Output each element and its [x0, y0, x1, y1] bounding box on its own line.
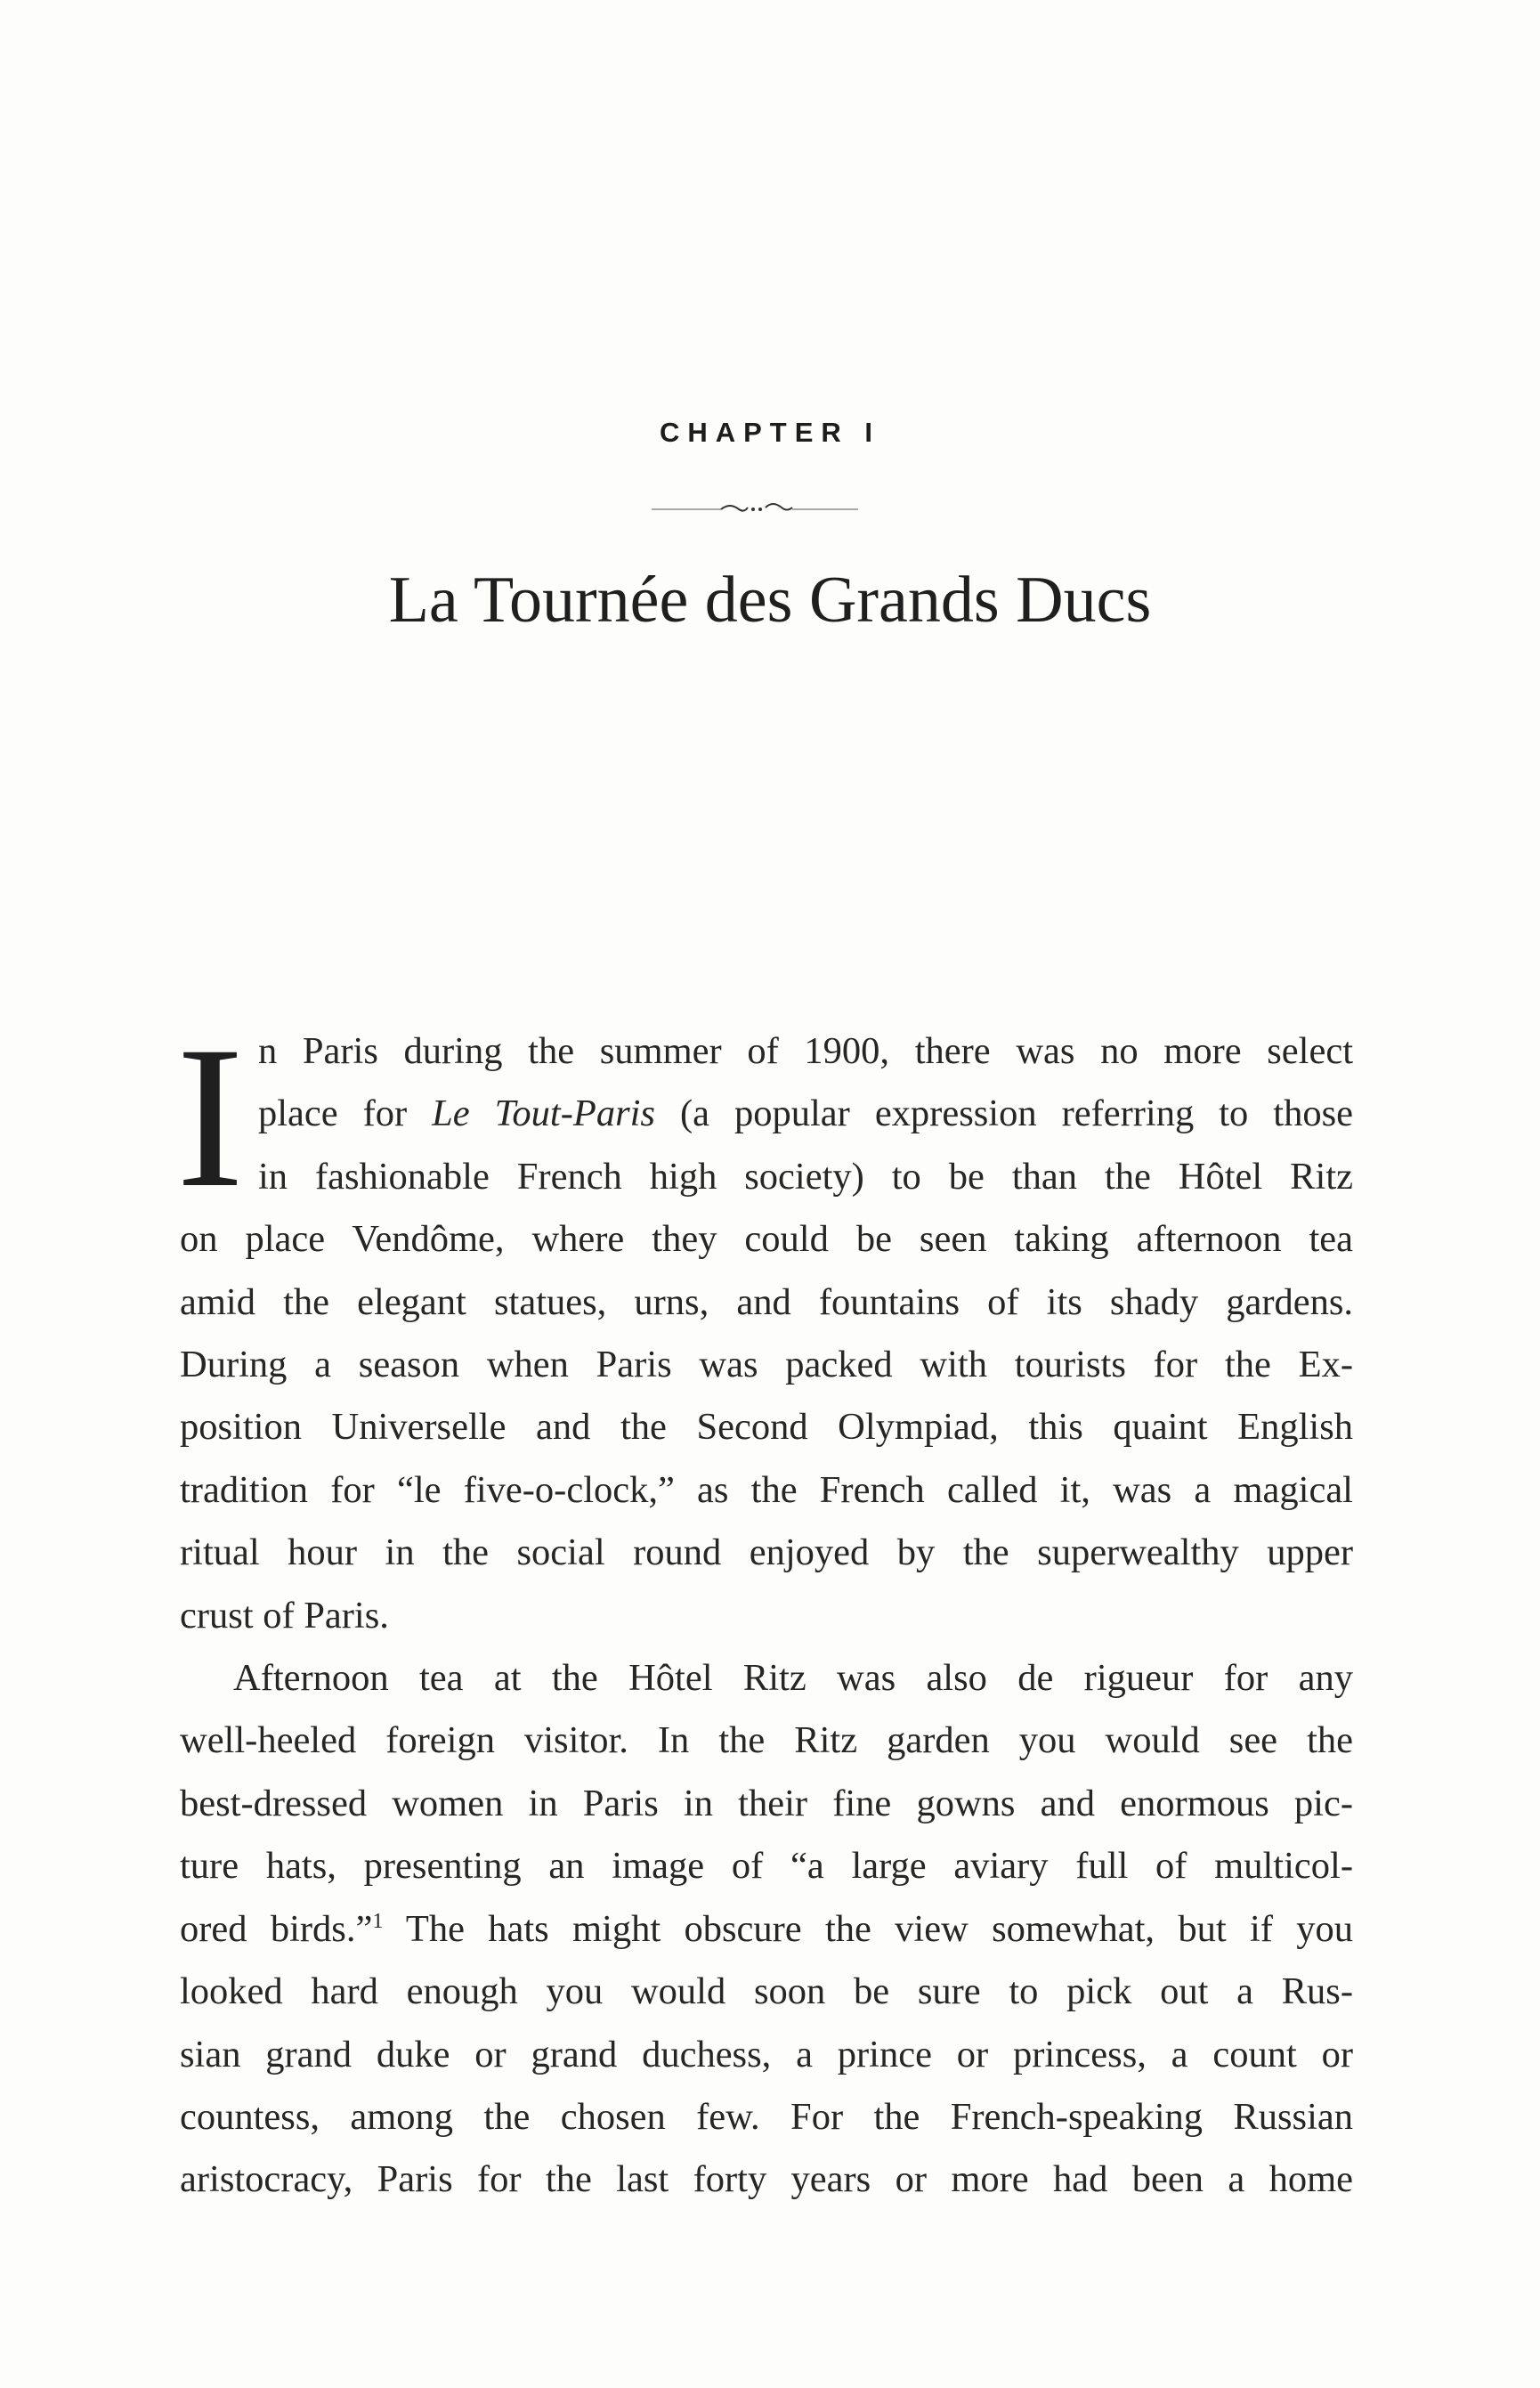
text-line: ritual hour in the social round enjoyed by the superwealthy upper [180, 1531, 1353, 1574]
text-line [180, 1898, 1353, 1961]
text-line: crust of Paris. [180, 1594, 389, 1637]
text-line: well-heeled foreign visitor. In the Ritz garden you would see the [180, 1719, 1353, 1762]
text-line: best-dressed women in Paris in their fine gowns and enormous pic- [180, 1782, 1353, 1824]
text-line: in fashionable French high society) to be than the Hôtel Ritz [257, 1155, 1353, 1198]
text-line: countess, among the chosen few. For the French-speaking Russian [180, 2095, 1353, 2138]
paragraph-1 [176, 1005, 1353, 1647]
text-segment: The hats might obscure the view somewhat, but if you [405, 1907, 1353, 1950]
text-line: n Paris during the summer of 1900, there was no more select [257, 1030, 1353, 1072]
text-segment: place for [257, 1092, 433, 1135]
text-line: ture hats, presenting an image of “a large aviary full of multicol- [180, 1845, 1353, 1888]
paragraph-2 [180, 1647, 1353, 2212]
ornament-divider-icon [648, 494, 862, 521]
text-line: amid the elegant statues, urns, and fountains of its shady gardens. [180, 1280, 1353, 1323]
chapter-label: CHAPTER I [659, 417, 881, 448]
text-line: looked hard enough you would soon be sure to pick out a Rus- [180, 1970, 1353, 2013]
body-text [176, 1005, 1353, 2212]
text-line: Afternoon tea at the Hôtel Ritz was also de rigueur for any [233, 1657, 1353, 1700]
text-line: position Universelle and the Second Olympiad, this quaint English [180, 1406, 1353, 1449]
text-line: sian grand duke or grand duchess, a prince or princess, a count or [180, 2033, 1353, 2075]
text-line: on place Vendôme, where they could be seen taking afternoon tea [180, 1218, 1353, 1261]
drop-cap: I [176, 1005, 244, 1230]
text-line: During a season when Paris was packed with tourists for the Ex- [180, 1344, 1353, 1386]
text-line: aristocracy, Paris for the last forty years or more had been a home [180, 2158, 1353, 2201]
footnote-ref[interactable]: 1 [372, 1909, 384, 1933]
text-segment: (a popular expression referring to those [679, 1092, 1353, 1135]
italic-phrase: Le Tout-Paris [432, 1092, 655, 1135]
chapter-title: La Tournée des Grands Ducs [388, 564, 1152, 637]
text-line: tradition for “le five-o-clock,” as the French called it, was a magical [180, 1468, 1353, 1511]
text-segment: ored birds.” [180, 1907, 373, 1950]
text-line [180, 1083, 1353, 1145]
